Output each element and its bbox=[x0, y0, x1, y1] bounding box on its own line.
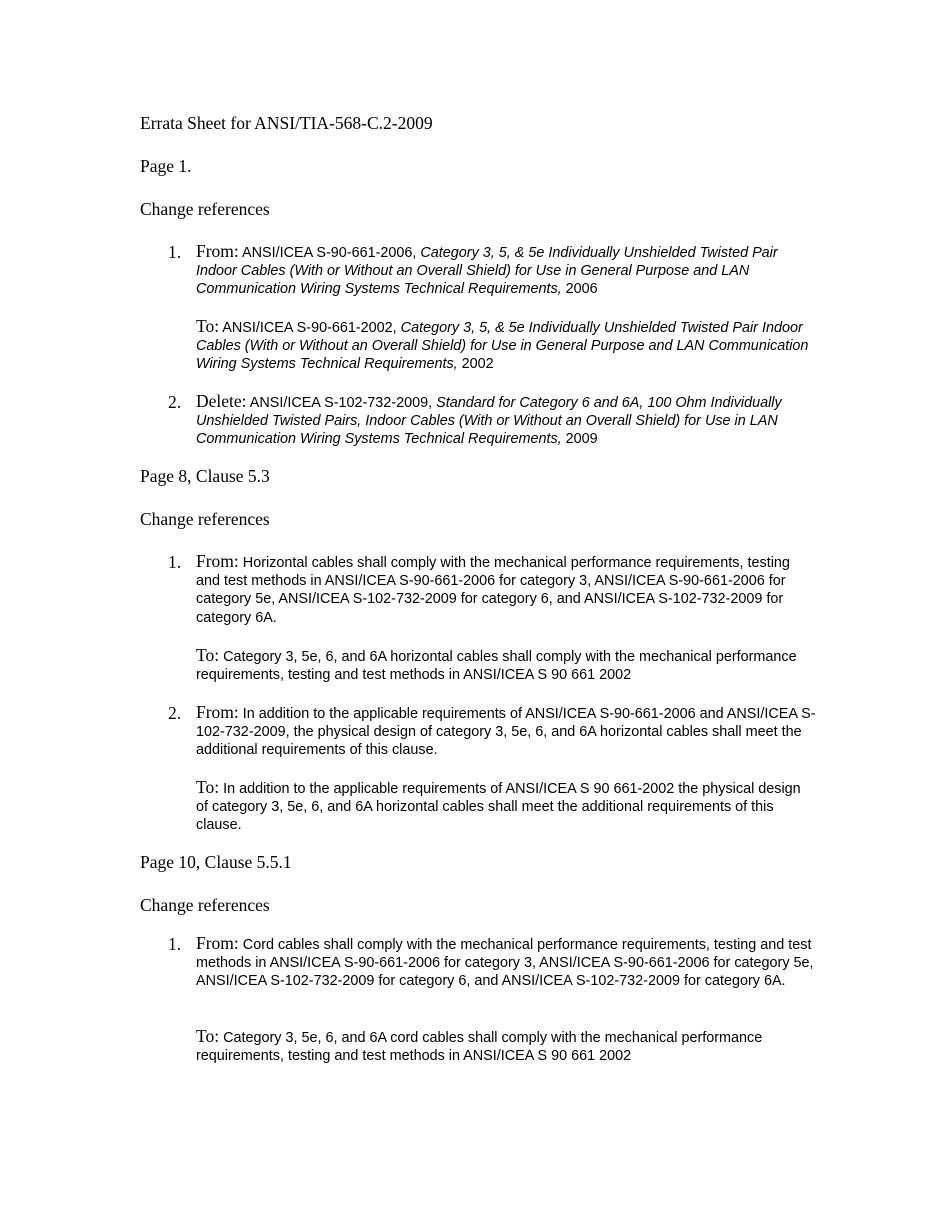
from-text: Cord cables shall comply with the mechanical performance requirements, testing and test methods in ANSI/ICEA S-90-661-2006 for category 3, ANSI/ICEA S-90-661-2006 for category 5e, ANSI/ICEA S-102-732-2009 for category 6, and ANSI/ICEA S-102-732-2009 for category 6A. bbox=[196, 937, 814, 990]
to-label: To: bbox=[196, 645, 220, 665]
list-item-number: 1. bbox=[168, 242, 182, 262]
from-title-italic: Category 3, 5, & 5e Individually Unshielded Twisted Pair Indoor Cables (With or Without an Overall Shield) for Use in General Purpose and LAN Communication Wiring Systems Technical Requirements, bbox=[196, 245, 778, 298]
to-label: To: bbox=[196, 777, 220, 797]
from-label: From: bbox=[196, 551, 239, 571]
list-item-number: 2. bbox=[168, 703, 182, 723]
document-title: Errata Sheet for ANSI/TIA-568-C.2-2009 bbox=[140, 113, 433, 133]
section-page-label: Page 1. bbox=[140, 156, 192, 176]
section-page-label: Page 10, Clause 5.5.1 bbox=[140, 852, 292, 872]
from-text: ANSI/ICEA S-90-661-2006, bbox=[238, 245, 417, 261]
errata-to-paragraph bbox=[196, 778, 816, 835]
delete-text: ANSI/ICEA S-102-732-2009, bbox=[246, 395, 433, 411]
errata-delete-paragraph bbox=[196, 392, 816, 449]
to-text: Category 3, 5e, 6, and 6A cord cables shall comply with the mechanical performance requirements, testing and test methods in ANSI/ICEA S 90 661 2002 bbox=[196, 1030, 763, 1065]
list-item-number: 1. bbox=[168, 934, 182, 954]
section-change-label: Change references bbox=[140, 895, 270, 915]
delete-label: Delete: bbox=[196, 391, 247, 411]
to-text: Category 3, 5e, 6, and 6A horizontal cables shall comply with the mechanical performance requirements, testing and test methods in ANSI/ICEA S 90 661 2002 bbox=[196, 649, 797, 684]
section-change-label: Change references bbox=[140, 509, 270, 529]
from-label: From: bbox=[196, 241, 239, 261]
section-change-label: Change references bbox=[140, 199, 270, 219]
delete-title-italic: Standard for Category 6 and 6A, 100 Ohm Individually Unshielded Twisted Pairs, Indoor Cables (With or Without an Overall Shield) for Use in LAN Communication Wiring Systems Technical Requirements, bbox=[196, 395, 782, 448]
to-title-italic: Category 3, 5, & 5e Individually Unshielded Twisted Pair Indoor Cables (With or Without an Overall Shield) for Use in General Purpose and LAN Communication Wiring Systems Technical Requirements, bbox=[196, 320, 809, 373]
delete-year: 2009 bbox=[561, 431, 598, 448]
errata-from-paragraph bbox=[196, 242, 816, 299]
errata-from-paragraph bbox=[196, 934, 816, 991]
errata-to-paragraph bbox=[196, 317, 816, 374]
errata-to-paragraph bbox=[196, 646, 816, 684]
to-label: To: bbox=[196, 1026, 220, 1046]
to-year: 2002 bbox=[457, 356, 494, 373]
errata-from-paragraph bbox=[196, 552, 816, 627]
from-year: 2006 bbox=[561, 281, 598, 298]
from-text: In addition to the applicable requirements of ANSI/ICEA S-90-661-2006 and ANSI/ICEA S-102-732-2009, the physical design of category 3, 5e, 6, and 6A horizontal cables shall meet the additional requirements of this clause. bbox=[196, 706, 816, 759]
from-text: Horizontal cables shall comply with the mechanical performance requirements, testing and test methods in ANSI/ICEA S-90-661-2006 for category 3, ANSI/ICEA S-90-661-2006 for category 5e, ANSI/ICEA S-102-732-2009 for category 6, and ANSI/ICEA S-102-732-2009 for category 6A. bbox=[196, 555, 790, 626]
to-text: In addition to the applicable requirements of ANSI/ICEA S 90 661-2002 the physical design of category 3, 5e, 6, and 6A horizontal cables shall meet the additional requirements of this clause. bbox=[196, 781, 801, 834]
list-item-number: 2. bbox=[168, 392, 182, 412]
to-label: To: bbox=[196, 316, 220, 336]
errata-to-paragraph bbox=[196, 1027, 816, 1065]
errata-from-paragraph bbox=[196, 703, 816, 760]
to-text: ANSI/ICEA S-90-661-2002, bbox=[219, 320, 397, 336]
list-item-number: 1. bbox=[168, 552, 182, 572]
section-page-label: Page 8, Clause 5.3 bbox=[140, 466, 270, 486]
from-label: From: bbox=[196, 702, 239, 722]
from-label: From: bbox=[196, 933, 239, 953]
